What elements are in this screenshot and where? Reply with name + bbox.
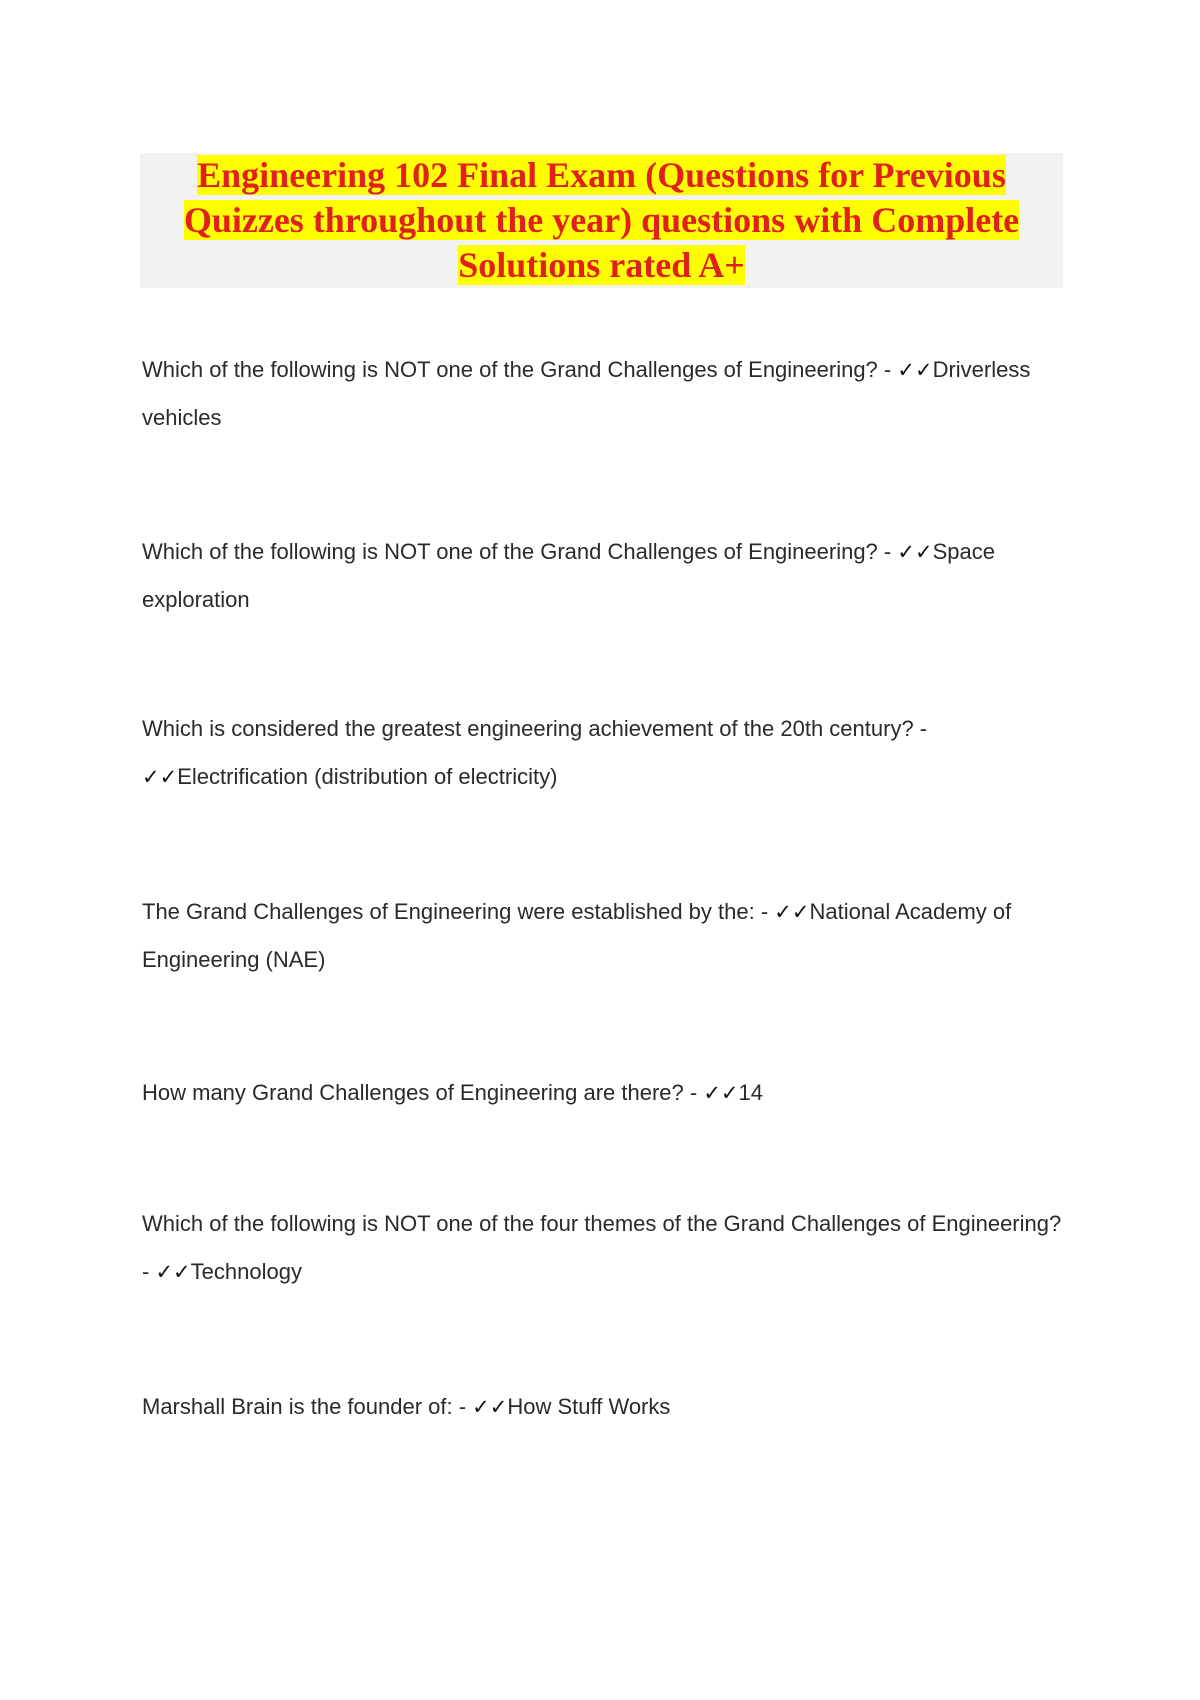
answer-text: Space exploration — [142, 539, 995, 612]
answer-check-icon: ✓✓ — [142, 765, 178, 789]
answer-text: Driverless vehicles — [142, 357, 1031, 430]
separator: - — [683, 1080, 704, 1105]
separator: - — [142, 1259, 156, 1284]
answer-check-icon: ✓✓ — [897, 358, 933, 382]
question-text: The Grand Challenges of Engineering were established by the: — [142, 899, 755, 924]
qa-item-3 — [142, 705, 1062, 801]
qa-item-7 — [142, 1383, 1062, 1431]
qa-item-2 — [142, 528, 1062, 624]
question-text: Marshall Brain is the founder of: — [142, 1394, 453, 1419]
qa-item-4 — [142, 888, 1062, 984]
separator: - — [452, 1394, 473, 1419]
question-text: Which of the following is NOT one of the Grand Challenges of Engineering? — [142, 539, 878, 564]
answer-check-icon: ✓✓ — [472, 1395, 508, 1419]
separator: - — [877, 539, 898, 564]
separator: - — [877, 357, 898, 382]
qa-item-5 — [142, 1069, 1062, 1117]
qa-item-6 — [142, 1200, 1062, 1296]
answer-text: How Stuff Works — [507, 1394, 671, 1419]
answer-check-icon: ✓✓ — [155, 1260, 191, 1284]
qa-item-1 — [142, 346, 1062, 442]
title-box — [140, 153, 1063, 288]
question-text: How many Grand Challenges of Engineering are there? — [142, 1080, 684, 1105]
answer-check-icon: ✓✓ — [897, 540, 933, 564]
question-text: Which of the following is NOT one of the four themes of the Grand Challenges of Engineering? — [142, 1211, 1062, 1236]
answer-text: 14 — [738, 1080, 764, 1105]
question-text: Which is considered the greatest engineering achievement of the 20th century? — [142, 716, 914, 741]
answer-check-icon: ✓✓ — [703, 1081, 739, 1105]
question-text: Which of the following is NOT one of the Grand Challenges of Engineering? — [142, 357, 878, 382]
separator: - — [913, 716, 928, 741]
document-title-text: Engineering 102 Final Exam (Questions for Previous Quizzes throughout the year) questions with Complete Solutions rated A+ — [183, 155, 1020, 285]
answer-text: National Academy of Engineering (NAE) — [142, 899, 1012, 972]
answer-text: Technology — [190, 1259, 302, 1284]
answer-text: Electrification (distribution of electricity) — [177, 764, 558, 789]
answer-check-icon: ✓✓ — [774, 900, 810, 924]
document-title — [180, 153, 1023, 288]
separator: - — [754, 899, 775, 924]
